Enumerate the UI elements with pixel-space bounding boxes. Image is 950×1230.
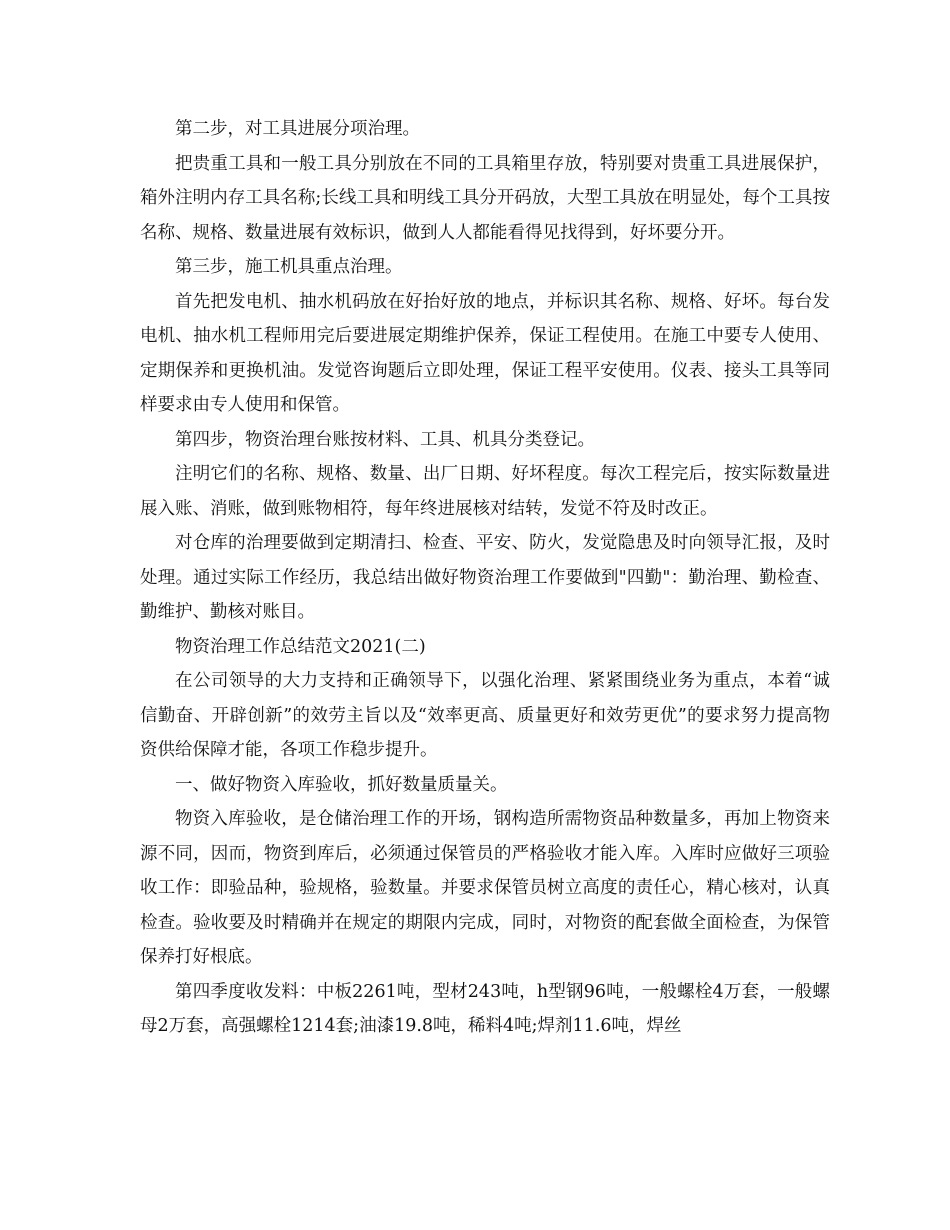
paragraph-q4-materials: 第四季度收发料：中板2261吨，型材243吨，h型钢96吨，一般螺栓4万套，一般螺母2万套，高强螺栓1214套;油漆19.8吨，稀料4吨;焊剂11.6吨，焊丝 [140,981,830,1036]
paragraph-section-title: 物资治理工作总结范文2021(二) [175,636,426,657]
paragraph-step-four-heading: 第四步，物资治理台账按材料、工具、机具分类登记。 [175,429,595,450]
paragraph-step-three-heading: 第三步，施工机具重点治理。 [175,257,403,277]
paragraph-warehouse-management: 对仓库的治理要做到定期清扫、检查、平安、防火，发觉隐患及时向领导汇报，及时处理。通过实际工作经历，我总结出做好物资治理工作要做到"四勤"：勤治理、勤检查、勤维护、勤核对账目。 [140,533,830,622]
paragraph-inbound-inspection: 物资入库验收，是仓储治理工作的开场，钢构造所需物资品种数量多，再加上物资来源不同，因而，物资到库后，必须通过保管员的严格验收才能入库。入库时应做好三项验收工作：即验品种，验规格，验数量。并要求保管员树立高度的责任心，精心核对，认真检查。验收要及时精确并在规定的期限内完成，同时，对物资的配套做全面检查，为保管保养打好根底。 [140,809,830,967]
paragraph-ledger-details: 注明它们的名称、规格、数量、出厂日期、好坏程度。每次工程完后，按实际数量进展入账、消账，做到账物相符，每年终进展核对结转，发觉不符及时改正。 [140,464,830,519]
paragraph-point-one-heading: 一、做好物资入库验收，抓好数量质量关。 [175,774,508,795]
paragraph-step-two-heading: 第二步，对工具进展分项治理。 [175,119,420,139]
paragraph-machinery-management: 首先把发电机、抽水机码放在好抬好放的地点，并标识其名称、规格、好坏。每台发电机、抽水机工程师用完后要进展定期维护保养，保证工程使用。在施工中要专人使用、定期保养和更换机油。发觉咨询题后立即处理，保证工程平安使用。仪表、接头工具等同样要求由专人使用和保管。 [140,291,830,415]
paragraph-tool-storage: 把贵重工具和一般工具分别放在不同的工具箱里存放，特别要对贵重工具进展保护，箱外注明内存工具名称;长线工具和明线工具分开码放，大型工具放在明显处，每个工具按名称、规格、数量进展有效标识，做到人人都能看得见找得到，好坏要分开。 [140,153,830,243]
paragraph-introduction: 在公司领导的大力支持和正确领导下，以强化治理、紧紧围绕业务为重点，本着“诚信勤奋、开辟创新”的效劳主旨以及“效率更高、质量更好和效劳更优”的要求努力提高物资供给保障才能，各项工作稳步提升。 [140,671,830,760]
document-body [140,112,830,1044]
